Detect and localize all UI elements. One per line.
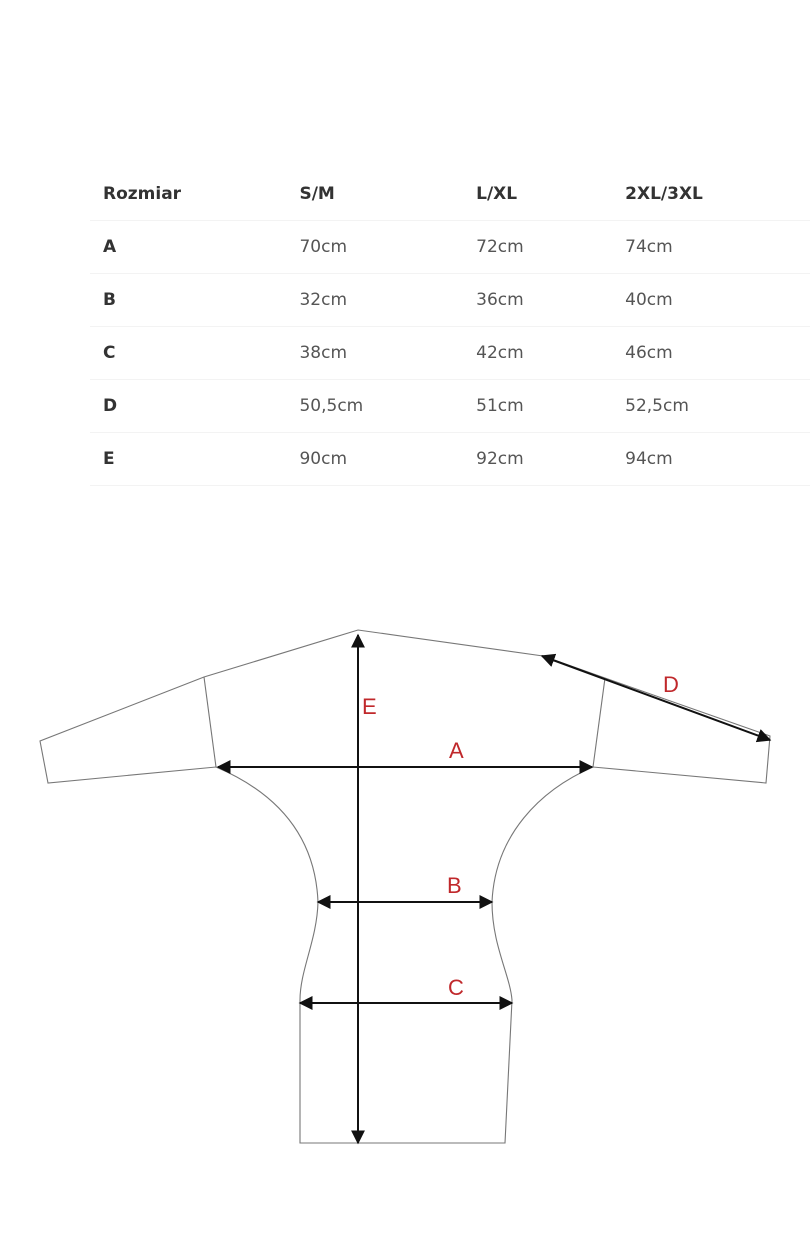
table-cell: 94cm — [625, 433, 810, 486]
row-label-d: D — [90, 380, 299, 433]
table-cell: 46cm — [625, 327, 810, 380]
measurement-labels — [362, 672, 679, 1000]
size-table — [90, 168, 810, 486]
table-cell: 38cm — [299, 327, 476, 380]
table-cell: 40cm — [625, 274, 810, 327]
row-label-e: E — [90, 433, 299, 486]
row-label-b: B — [90, 274, 299, 327]
measurement-arrows — [218, 635, 770, 1143]
table-cell: 51cm — [476, 380, 625, 433]
table-cell: 52,5cm — [625, 380, 810, 433]
table-cell: 36cm — [476, 274, 625, 327]
row-label-a: A — [90, 221, 299, 274]
table-header-row — [90, 168, 810, 221]
table-row — [90, 221, 810, 274]
label-e: E — [362, 694, 377, 719]
table-row — [90, 327, 810, 380]
header-s-m: S/M — [299, 168, 476, 221]
garment-measurement-diagram — [0, 600, 810, 1160]
table-row — [90, 274, 810, 327]
right-sleeve-seam — [593, 678, 605, 767]
dress-body-outline — [40, 630, 770, 1143]
left-sleeve-seam — [204, 677, 216, 767]
table-cell: 32cm — [299, 274, 476, 327]
header-l-xl: L/XL — [476, 168, 625, 221]
table-cell: 72cm — [476, 221, 625, 274]
table-cell: 92cm — [476, 433, 625, 486]
label-b: B — [447, 873, 462, 898]
table-cell: 90cm — [299, 433, 476, 486]
table-row — [90, 433, 810, 486]
table-cell: 42cm — [476, 327, 625, 380]
header-2xl-3xl: 2XL/3XL — [625, 168, 810, 221]
garment-outline — [40, 630, 770, 1143]
label-a: A — [449, 738, 464, 763]
table-cell: 74cm — [625, 221, 810, 274]
header-size: Rozmiar — [90, 168, 299, 221]
table-row — [90, 380, 810, 433]
table-cell: 50,5cm — [299, 380, 476, 433]
arrow-d — [542, 656, 770, 740]
row-label-c: C — [90, 327, 299, 380]
table-cell: 70cm — [299, 221, 476, 274]
label-d: D — [663, 672, 679, 697]
label-c: C — [448, 975, 464, 1000]
